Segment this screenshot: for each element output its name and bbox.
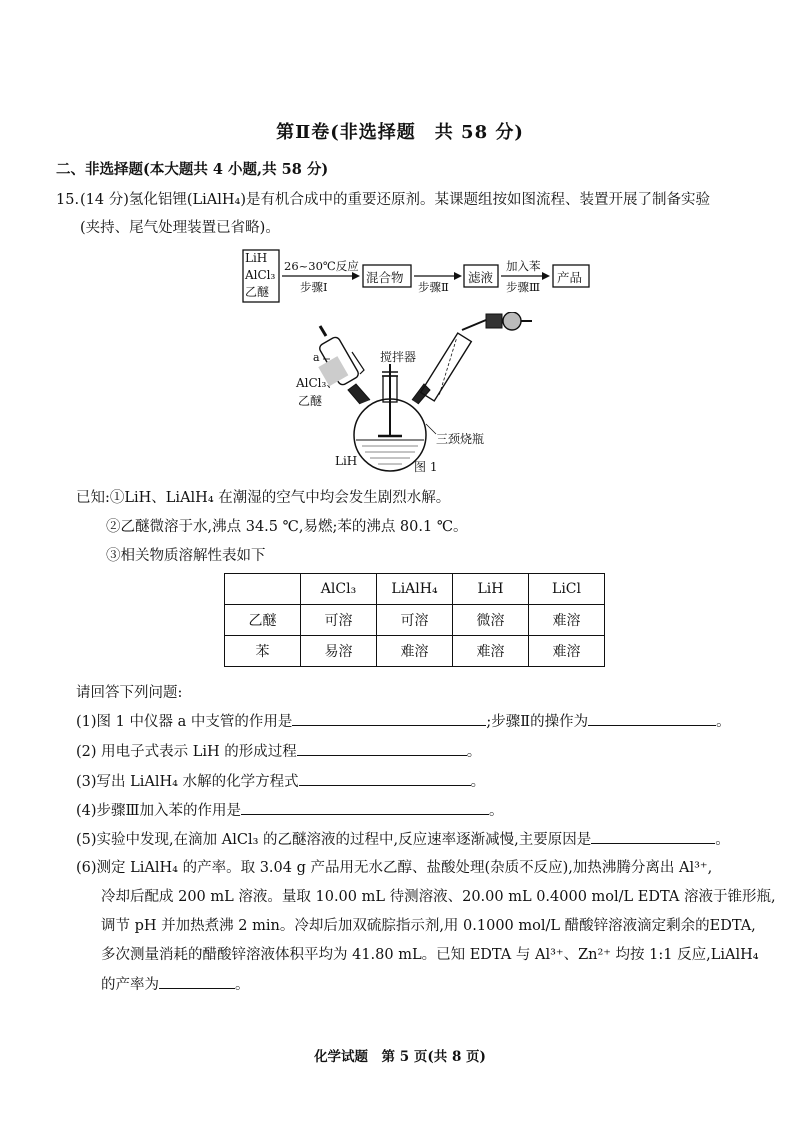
label-alcl3: AlCl₃、 (296, 376, 339, 390)
table-cell: 苯 (225, 636, 301, 667)
question-6-line1: (6)测定 LiAlH₄ 的产率。取 3.04 g 产品用无水乙醇、盐酸处理(杂质不反应),加热沸腾分离出 Al³⁺, (76, 860, 713, 876)
table-cell: 难溶 (529, 636, 605, 667)
flow-reagents (245, 250, 275, 301)
table-header-cell: LiCl (529, 574, 605, 605)
figure-caption: 图 1 (414, 460, 438, 474)
q1-part-b: ;步骤Ⅱ的操作为 (486, 714, 589, 730)
flow-reagent-lih: LiH (245, 251, 268, 265)
prompt-text: 请回答下列问题: (76, 685, 183, 701)
q1-part-a: (1)图 1 中仪器 a 中支管的作用是 (76, 714, 293, 730)
question-number: 15. (56, 192, 80, 208)
section-title: 第Ⅱ卷(非选择题 共 58 分) (276, 122, 524, 143)
period: 。 (470, 774, 486, 790)
table-header-cell: LiAlH₄ (377, 574, 453, 605)
table-header-row (225, 574, 605, 605)
question-intro-line2: (夹持、尾气处理装置已省略)。 (80, 220, 280, 236)
apparatus-drawing (290, 312, 550, 477)
label-lih: LiH (335, 454, 358, 468)
table-row (225, 636, 605, 667)
period: 。 (715, 832, 730, 848)
question-1 (76, 711, 731, 732)
question-5 (76, 829, 730, 850)
table-cell: 难溶 (529, 605, 605, 636)
flow-arrow3-bottom: 步骤Ⅲ (506, 280, 541, 294)
table-row (225, 605, 605, 636)
flow-arrow3-top: 加入苯 (506, 259, 541, 273)
flowchart-lines (242, 248, 602, 308)
flow-arrow1-top: 26~30℃反应 (284, 259, 359, 273)
known-item1: 已知:①LiH、LiAlH₄ 在潮湿的空气中均会发生剧烈水解。 (76, 490, 451, 506)
answer-blank-q3[interactable] (299, 771, 471, 786)
part-heading: 二、非选择题(本大题共 4 小题,共 58 分) (56, 161, 329, 178)
solubility-table (224, 573, 605, 667)
flow-reagent-alcl3: AlCl₃ (245, 268, 276, 282)
known-item2: ②乙醚微溶于水,沸点 34.5 ℃,易燃;苯的沸点 80.1 ℃。 (106, 519, 468, 535)
flow-box-product: 产品 (557, 270, 583, 285)
answer-blank-q5[interactable] (591, 829, 715, 844)
period: 。 (466, 744, 482, 760)
known-item3: ③相关物质溶解性表如下 (106, 548, 266, 564)
question-2 (76, 741, 481, 762)
question-6-line4: 多次测量消耗的醋酸锌溶液体积平均为 41.80 mL。已知 EDTA 与 Al³⁺、Zn²⁺ 均按 1:1 反应,LiAlH₄ (101, 947, 759, 963)
flow-box-mixture: 混合物 (366, 270, 404, 285)
question-intro-line1: (14 分)氢化铝锂(LiAlH₄)是有机合成中的重要还原剂。某课题组按如图流程、装置开展了制备实验 (80, 192, 711, 208)
period: 。 (235, 977, 250, 993)
answer-blank-q2[interactable] (297, 741, 467, 756)
table-cell: 可溶 (377, 605, 453, 636)
answer-blank-q1b[interactable] (588, 711, 716, 726)
table-cell: 难溶 (453, 636, 529, 667)
question-4 (76, 800, 504, 821)
answer-blank-q1a[interactable] (292, 711, 486, 726)
period: 。 (716, 714, 731, 730)
page-footer: 化学试题 第 5 页(共 8 页) (314, 1049, 486, 1065)
flow-box-filtrate: 滤液 (468, 270, 494, 285)
table-cell: 可溶 (301, 605, 377, 636)
flowchart (242, 248, 602, 308)
flow-arrow1-bottom: 步骤Ⅰ (300, 280, 328, 294)
flow-reagent-ether: 乙醚 (245, 285, 270, 299)
table-cell: 难溶 (377, 636, 453, 667)
period: 。 (489, 803, 504, 819)
q4-text: (4)步骤Ⅲ加入苯的作用是 (76, 803, 242, 819)
question-6-line2: 冷却后配成 200 mL 溶液。量取 10.00 mL 待测溶液、20.00 mL 0.4000 mol/L EDTA 溶液于锥形瓶, (101, 889, 776, 905)
label-a: a (313, 351, 320, 364)
question-6-line5 (101, 974, 250, 995)
apparatus-figure (290, 312, 550, 477)
q3-text: (3)写出 LiAlH₄ 水解的化学方程式 (76, 774, 299, 790)
table-cell: 乙醚 (225, 605, 301, 636)
question-3 (76, 771, 485, 792)
label-ether: 乙醚 (298, 394, 323, 408)
label-three-neck-flask: 三颈烧瓶 (436, 432, 485, 446)
table-cell: 微溶 (453, 605, 529, 636)
flow-arrow2-bottom: 步骤Ⅱ (418, 280, 449, 294)
table-header-cell: LiH (453, 574, 529, 605)
table-header-cell (225, 574, 301, 605)
label-stirrer: 搅拌器 (380, 350, 417, 364)
q5-text: (5)实验中发现,在滴加 AlCl₃ 的乙醚溶液的过程中,反应速率逐渐减慢,主要原因是 (76, 832, 592, 848)
q2-text: (2) 用电子式表示 LiH 的形成过程 (76, 744, 297, 760)
q6-text-end: 的产率为 (101, 977, 159, 993)
question-6-line3: 调节 pH 并加热煮沸 2 min。冷却后加双硫腙指示剂,用 0.1000 mol/L 醋酸锌溶液滴定剩余的EDTA, (101, 918, 756, 934)
table-header-cell: AlCl₃ (301, 574, 377, 605)
answer-blank-q4[interactable] (241, 800, 489, 815)
answer-blank-q6[interactable] (159, 974, 235, 989)
table-cell: 易溶 (301, 636, 377, 667)
